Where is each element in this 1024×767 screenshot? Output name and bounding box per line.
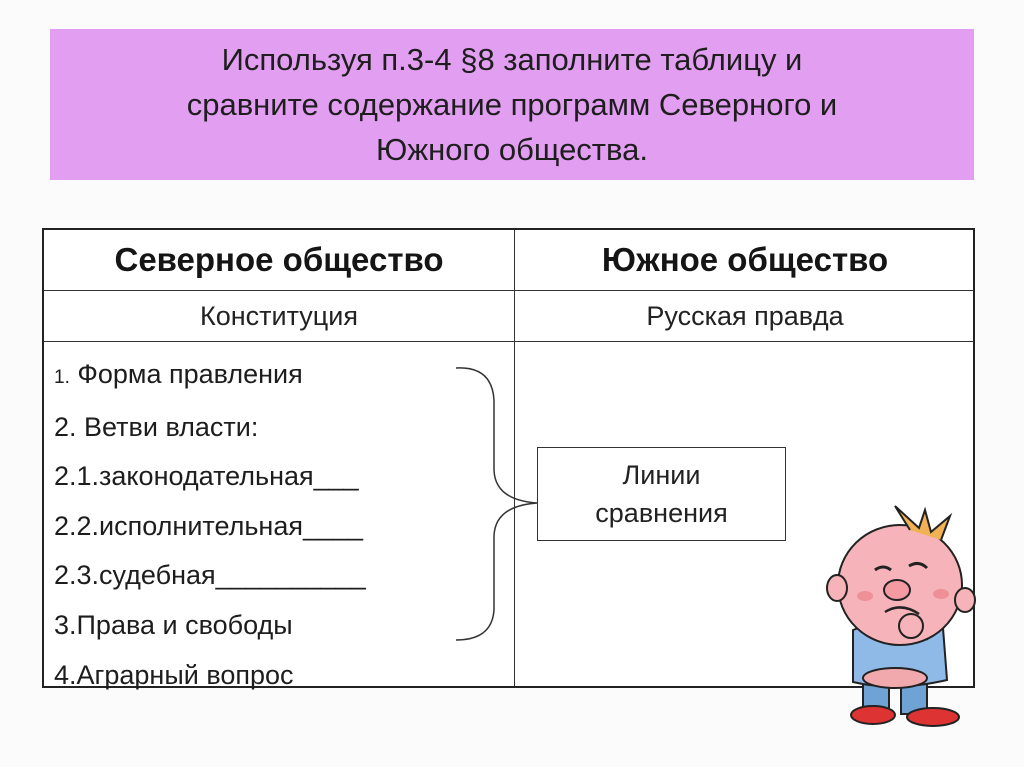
list-item: 2.2.исполнительная____ — [54, 510, 364, 541]
south-program-name: Русская правда — [646, 300, 844, 331]
list-item: 3.Права и свободы — [54, 609, 293, 640]
north-society-header: Северное общество — [114, 241, 444, 278]
list-item: 2.1.законодательная___ — [54, 461, 359, 492]
south-society-header: Южное общество — [601, 241, 889, 278]
list-item: 2. Ветви власти: — [54, 411, 259, 442]
comparison-lines-callout: Линии сравнения — [537, 447, 786, 541]
instruction-title: Используя п.3-4 §8 заполните таблицу и сравните содержание программ Северного и Южного общества. — [186, 42, 838, 167]
list-item: 1. Форма правления — [54, 359, 303, 389]
list-item: 2.3.судебная__________ — [54, 560, 366, 591]
north-program-name: Конституция — [200, 300, 358, 331]
thinking-boy-icon — [815, 500, 985, 730]
list-item: 4.Аграрный вопрос — [54, 659, 294, 690]
